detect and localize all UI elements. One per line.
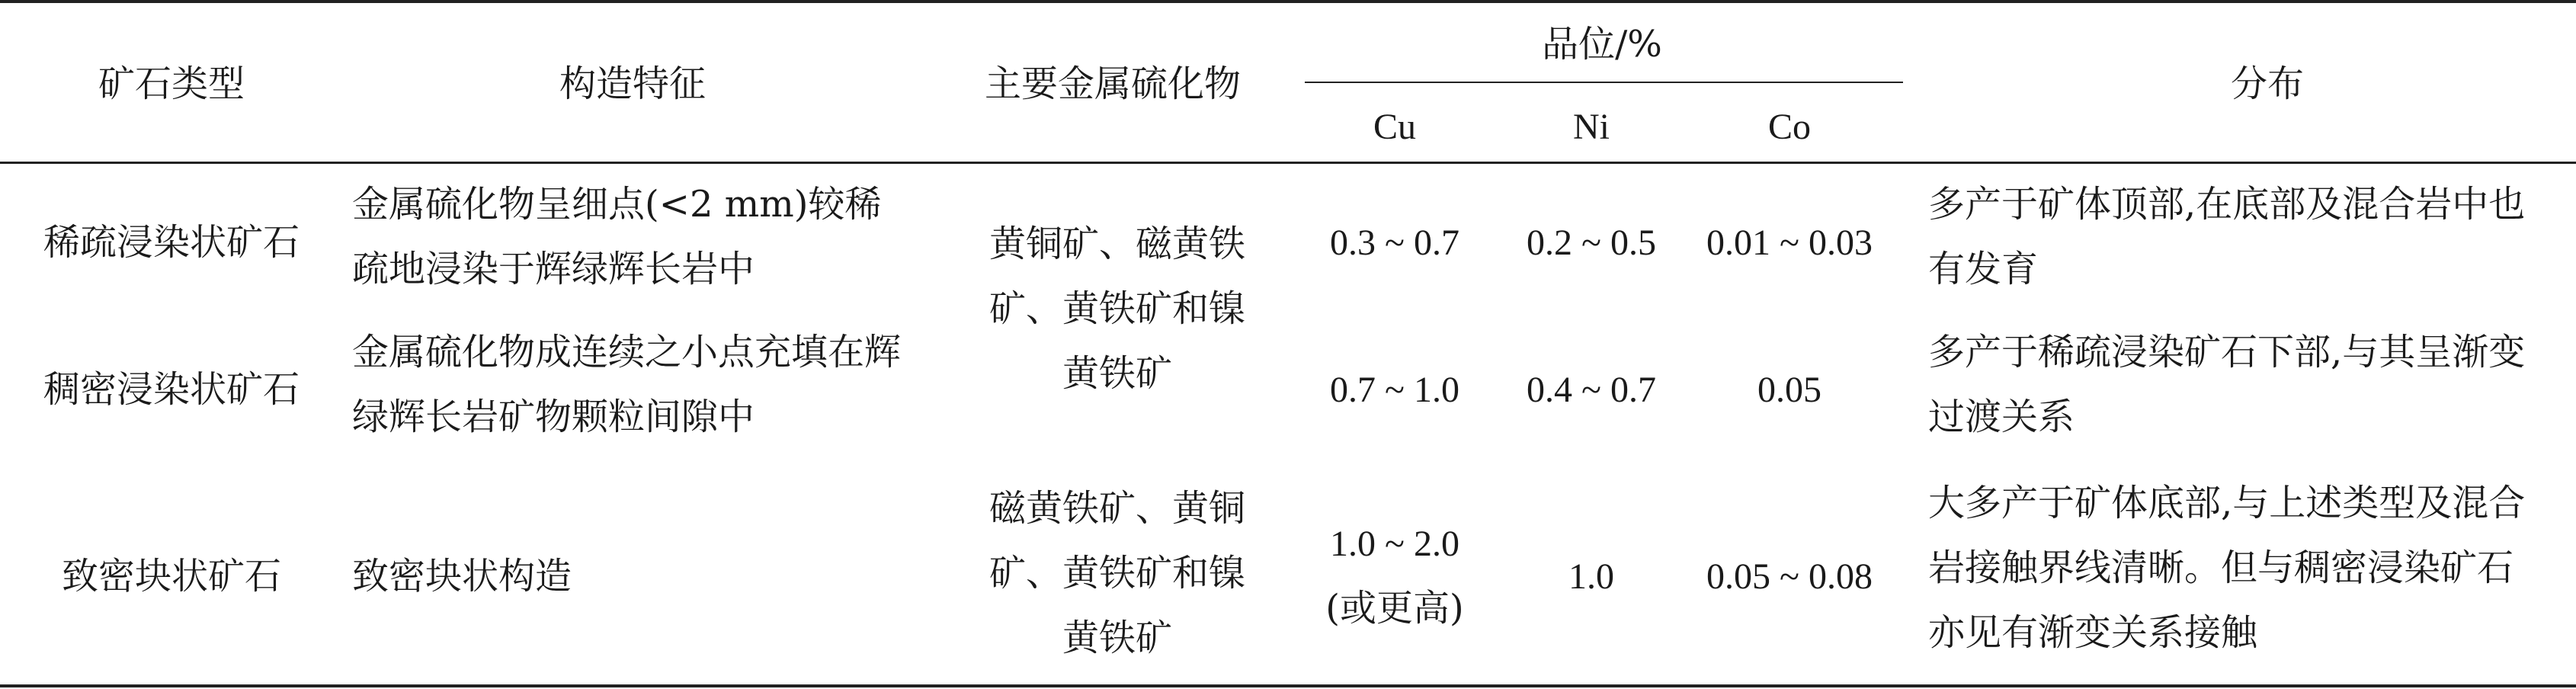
row-1-structure: 金属硫化物呈细点(<2 mm)较稀疏地浸染于辉绿辉长岩中 [352,183,882,290]
row-1-ore-type: 稀疏浸染状矿石 [43,221,300,264]
row-2-cu: 0.7 ~ 1.0 [1330,370,1459,410]
row-1-ni: 0.2 ~ 0.5 [1527,223,1656,263]
header-ni: Ni [1573,107,1610,147]
row-2-distribution: 多产于稀疏浸染矿石下部,与其呈渐变过渡关系 [1928,331,2526,438]
header-distribution: 分布 [2230,62,2305,105]
header-ore-type: 矿石类型 [98,62,245,105]
row-3-ore-type: 致密块状矿石 [61,555,282,598]
header-cu: Cu [1373,107,1417,147]
header-co: Co [1767,107,1812,147]
header-structure: 构造特征 [559,62,706,105]
header-bottom-rule [0,162,2576,164]
row-1-distribution: 多产于矿体顶部,在底部及混合岩中也有发育 [1928,183,2526,290]
row-2-ni: 0.4 ~ 0.7 [1527,370,1656,410]
header-grade: 品位/% [1542,23,1662,66]
row-3-distribution: 大多产于矿体底部,与上述类型及混合岩接触界线清晰。但与稠密浸染矿石亦见有渐变关系接触 [1928,482,2526,654]
row-3-structure: 致密块状构造 [352,555,572,598]
row-3-sulfides: 磁黄铁矿、黄铜矿、黄铁矿和镍黄铁矿 [988,487,1245,659]
row-1-co: 0.01 ~ 0.03 [1706,223,1873,263]
row-3-cu-line2: (或更高) [1325,587,1464,630]
bottom-rule [0,684,2576,687]
row-1-cu: 0.3 ~ 0.7 [1330,223,1459,263]
row-3-cu-line1: 1.0 ~ 2.0 [1330,524,1459,564]
row-2-structure: 金属硫化物成连续之小点充填在辉绿辉长岩矿物颗粒间隙中 [352,331,902,438]
grade-underline [1305,82,1903,83]
row-3-co: 0.05 ~ 0.08 [1706,556,1873,597]
header-sulfides: 主要金属硫化物 [984,62,1242,105]
row-2-co: 0.05 [1757,370,1821,410]
row-3-ni: 1.0 [1568,556,1614,597]
row-2-ore-type: 稠密浸染状矿石 [43,368,300,411]
top-rule [0,0,2576,3]
rows-1-2-sulfides: 黄铜矿、磁黄铁矿、黄铁矿和镍黄铁矿 [988,223,1245,395]
